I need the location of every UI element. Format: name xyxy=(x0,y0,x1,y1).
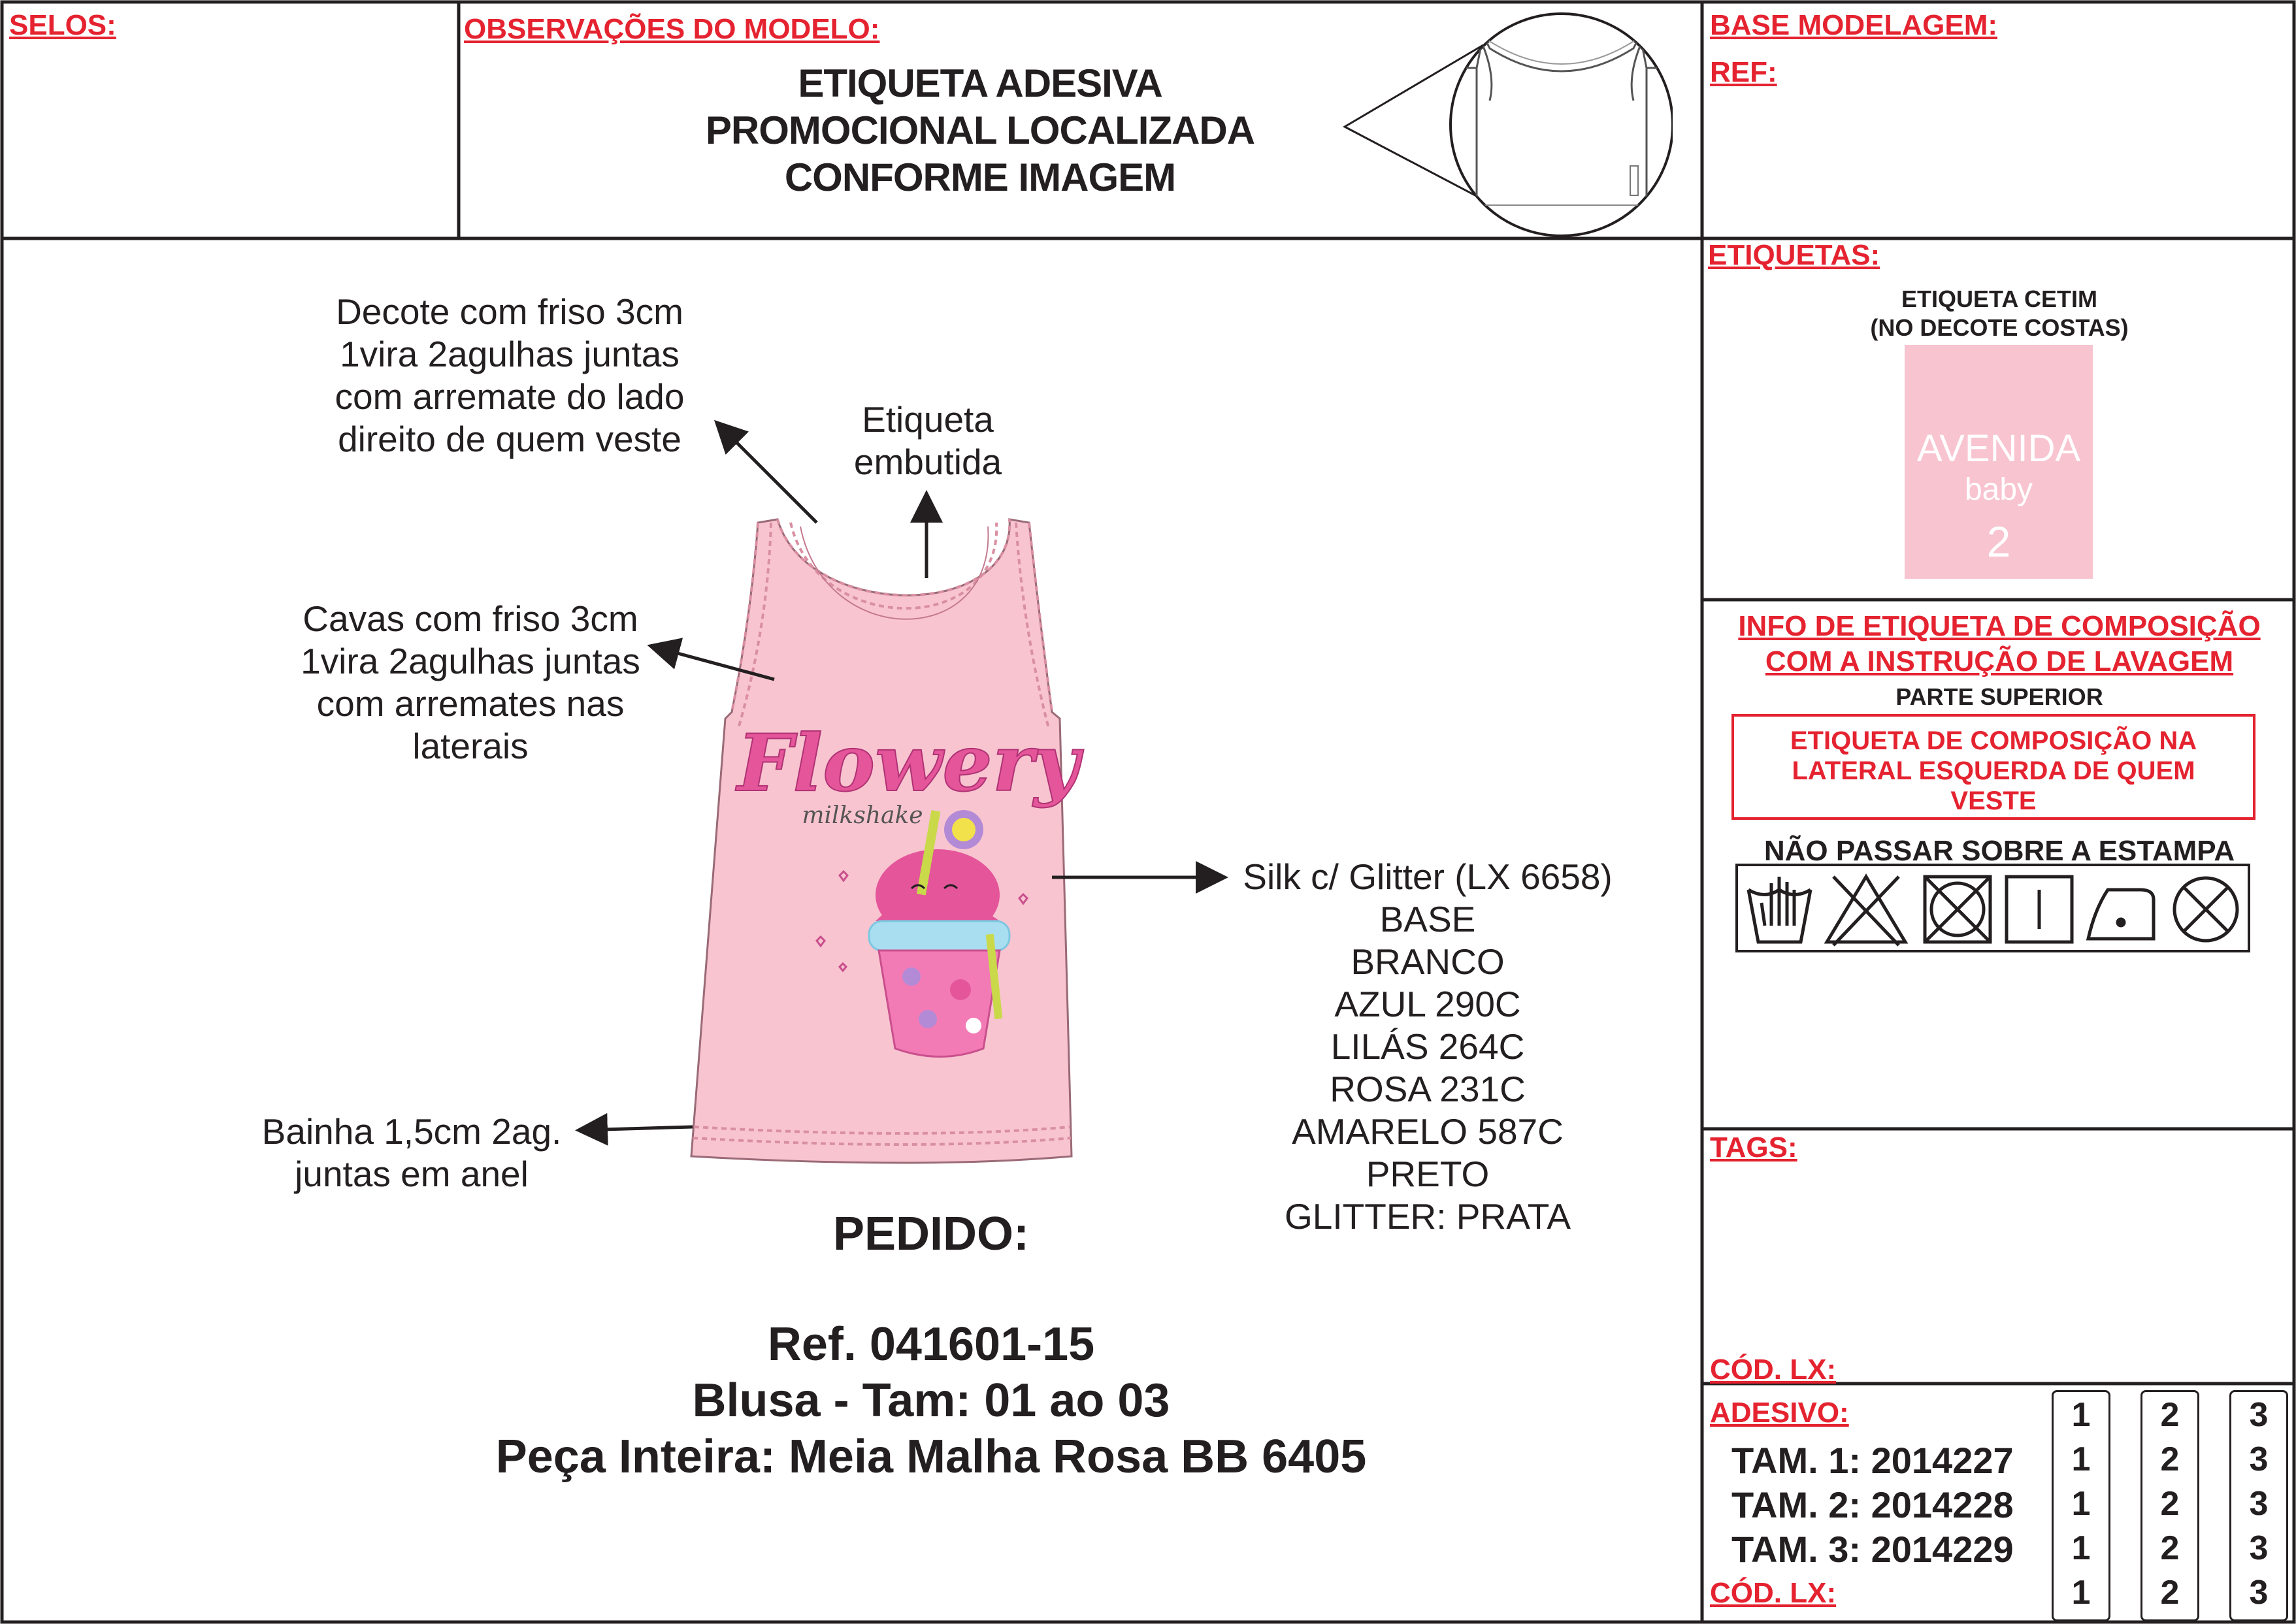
tags-label: TAGS: xyxy=(1710,1131,1797,1163)
parte-superior: PARTE SUPERIOR xyxy=(1895,683,2103,710)
wash-symbols xyxy=(1735,864,2250,952)
order-blusa: Blusa - Tam: 01 ao 03 xyxy=(692,1374,1170,1427)
note-line: LILÁS 264C xyxy=(1330,1026,1525,1067)
satin-label-swatch xyxy=(1905,345,2093,579)
size-column-values-1 xyxy=(2054,1393,2108,1615)
observacoes-line: PROMOCIONAL LOCALIZADA xyxy=(705,108,1255,152)
note-cavas xyxy=(248,598,693,768)
note-line: 1vira 2agulhas juntas xyxy=(340,334,680,374)
label-brand-line: AVENIDA xyxy=(1916,427,2081,470)
size-cell: 2 xyxy=(2160,1396,2180,1434)
note-line: AMARELO 587C xyxy=(1292,1111,1564,1152)
nao-passar-warning: NÃO PASSAR SOBRE A ESTAMPA xyxy=(1763,835,2235,867)
note-line: BRANCO xyxy=(1351,941,1505,982)
size-cell: 3 xyxy=(2249,1396,2269,1434)
note-line: BASE xyxy=(1379,899,1476,939)
adesivo-label: ADESIVO: xyxy=(1710,1397,1849,1429)
note-line: juntas em anel xyxy=(295,1154,529,1194)
note-line: PRETO xyxy=(1366,1154,1490,1194)
note-line: Silk c/ Glitter (LX 6658) xyxy=(1243,856,1613,897)
note-bainha xyxy=(229,1111,595,1195)
order-ref: Ref. 041601-15 xyxy=(767,1318,1095,1371)
note-line: GLITTER: PRATA xyxy=(1284,1196,1571,1237)
note-line: laterais xyxy=(412,726,529,766)
composicao-title xyxy=(1709,609,2290,679)
composicao-box-line: LATERAL ESQUERDA DE QUEM xyxy=(1792,756,2195,785)
note-line: direito de quem veste xyxy=(338,419,681,459)
note-line: AZUL 290C xyxy=(1334,984,1521,1024)
size-column-values-3 xyxy=(2231,1393,2286,1615)
selos-label: SELOS: xyxy=(9,9,116,41)
note-line: Decote com friso 3cm xyxy=(336,291,683,332)
size-cell: 1 xyxy=(2071,1574,2091,1612)
no-bleach-icon xyxy=(1827,877,1905,945)
note-line: Bainha 1,5cm 2ag. xyxy=(261,1111,562,1152)
size-cell: 2 xyxy=(2160,1440,2180,1478)
note-line: com arremate do lado xyxy=(335,376,685,417)
order-details xyxy=(327,1316,1535,1485)
label-brand-line: baby xyxy=(1964,472,2033,507)
order-peca: Peça Inteira: Meia Malha Rosa BB 6405 xyxy=(495,1431,1367,1483)
composicao-box-line: ETIQUETA DE COMPOSIÇÃO NA xyxy=(1790,726,2197,755)
note-line: com arremates nas xyxy=(316,683,625,724)
note-decote xyxy=(274,291,745,461)
size-cell: 3 xyxy=(2249,1485,2269,1523)
line-dry-icon xyxy=(2007,877,2072,942)
cod-lx-label: CÓD. LX: xyxy=(1710,1354,1837,1386)
size-cell: 1 xyxy=(2071,1440,2091,1478)
note-silk xyxy=(1222,856,1633,1238)
size-column-values-2 xyxy=(2142,1393,2197,1615)
no-tumble-dry-icon xyxy=(1925,877,1990,942)
tamanho-row: TAM. 1: 2014227 xyxy=(1731,1440,2014,1481)
note-line: Cavas com friso 3cm xyxy=(303,598,638,639)
etiqueta-cetim-text xyxy=(1816,285,2182,342)
size-cell: 2 xyxy=(2160,1574,2180,1612)
tamanhos-list xyxy=(1731,1438,2014,1572)
iron-low-icon xyxy=(2088,890,2154,939)
cod-lx-label-2: CÓD. LX: xyxy=(1710,1577,1837,1609)
note-line: 1vira 2agulhas juntas xyxy=(301,641,640,681)
tamanho-row: TAM. 3: 2014229 xyxy=(1731,1529,2014,1570)
tamanho-row: TAM. 2: 2014228 xyxy=(1731,1484,2014,1525)
etiquetas-label: ETIQUETAS: xyxy=(1708,239,1880,271)
no-dry-clean-icon xyxy=(2174,878,2237,941)
size-cell: 2 xyxy=(2160,1485,2180,1523)
note-line: Etiqueta xyxy=(862,399,994,440)
observacoes-line: CONFORME IMAGEM xyxy=(784,155,1176,199)
size-cell: 3 xyxy=(2249,1574,2269,1612)
base-modelagem-label: BASE MODELAGEM: xyxy=(1710,9,1997,41)
size-cell: 3 xyxy=(2249,1440,2269,1478)
note-line: embutida xyxy=(853,442,1002,482)
ref-label: REF: xyxy=(1710,56,1777,88)
print-title: Flowery xyxy=(737,717,1079,809)
note-line: ROSA 231C xyxy=(1330,1069,1526,1109)
observacoes-label: OBSERVAÇÕES DO MODELO: xyxy=(464,13,880,45)
etiqueta-cetim-line: ETIQUETA CETIM xyxy=(1901,285,2097,312)
size-cell: 3 xyxy=(2249,1529,2269,1567)
composicao-title-line: COM A INSTRUÇÃO DE LAVAGEM xyxy=(1765,645,2234,677)
etiqueta-cetim-line: (NO DECOTE COSTAS) xyxy=(1870,314,2129,341)
composicao-box xyxy=(1731,714,2255,820)
size-cell: 1 xyxy=(2071,1485,2091,1523)
size-cell: 1 xyxy=(2071,1396,2091,1434)
label-brand-line: 2 xyxy=(1986,517,2011,566)
print-subtitle: milkshake xyxy=(802,802,923,829)
size-cell: 2 xyxy=(2160,1529,2180,1567)
size-cell: 1 xyxy=(2071,1529,2091,1567)
note-etiqueta xyxy=(797,398,1058,483)
observacoes-line: ETIQUETA ADESIVA xyxy=(798,61,1162,105)
pedido-label: PEDIDO: xyxy=(832,1208,1030,1260)
hand-wash-icon xyxy=(1748,877,1811,942)
composicao-title-line: INFO DE ETIQUETA DE COMPOSIÇÃO xyxy=(1738,610,2261,642)
composicao-box-line: VESTE xyxy=(1950,787,2037,815)
